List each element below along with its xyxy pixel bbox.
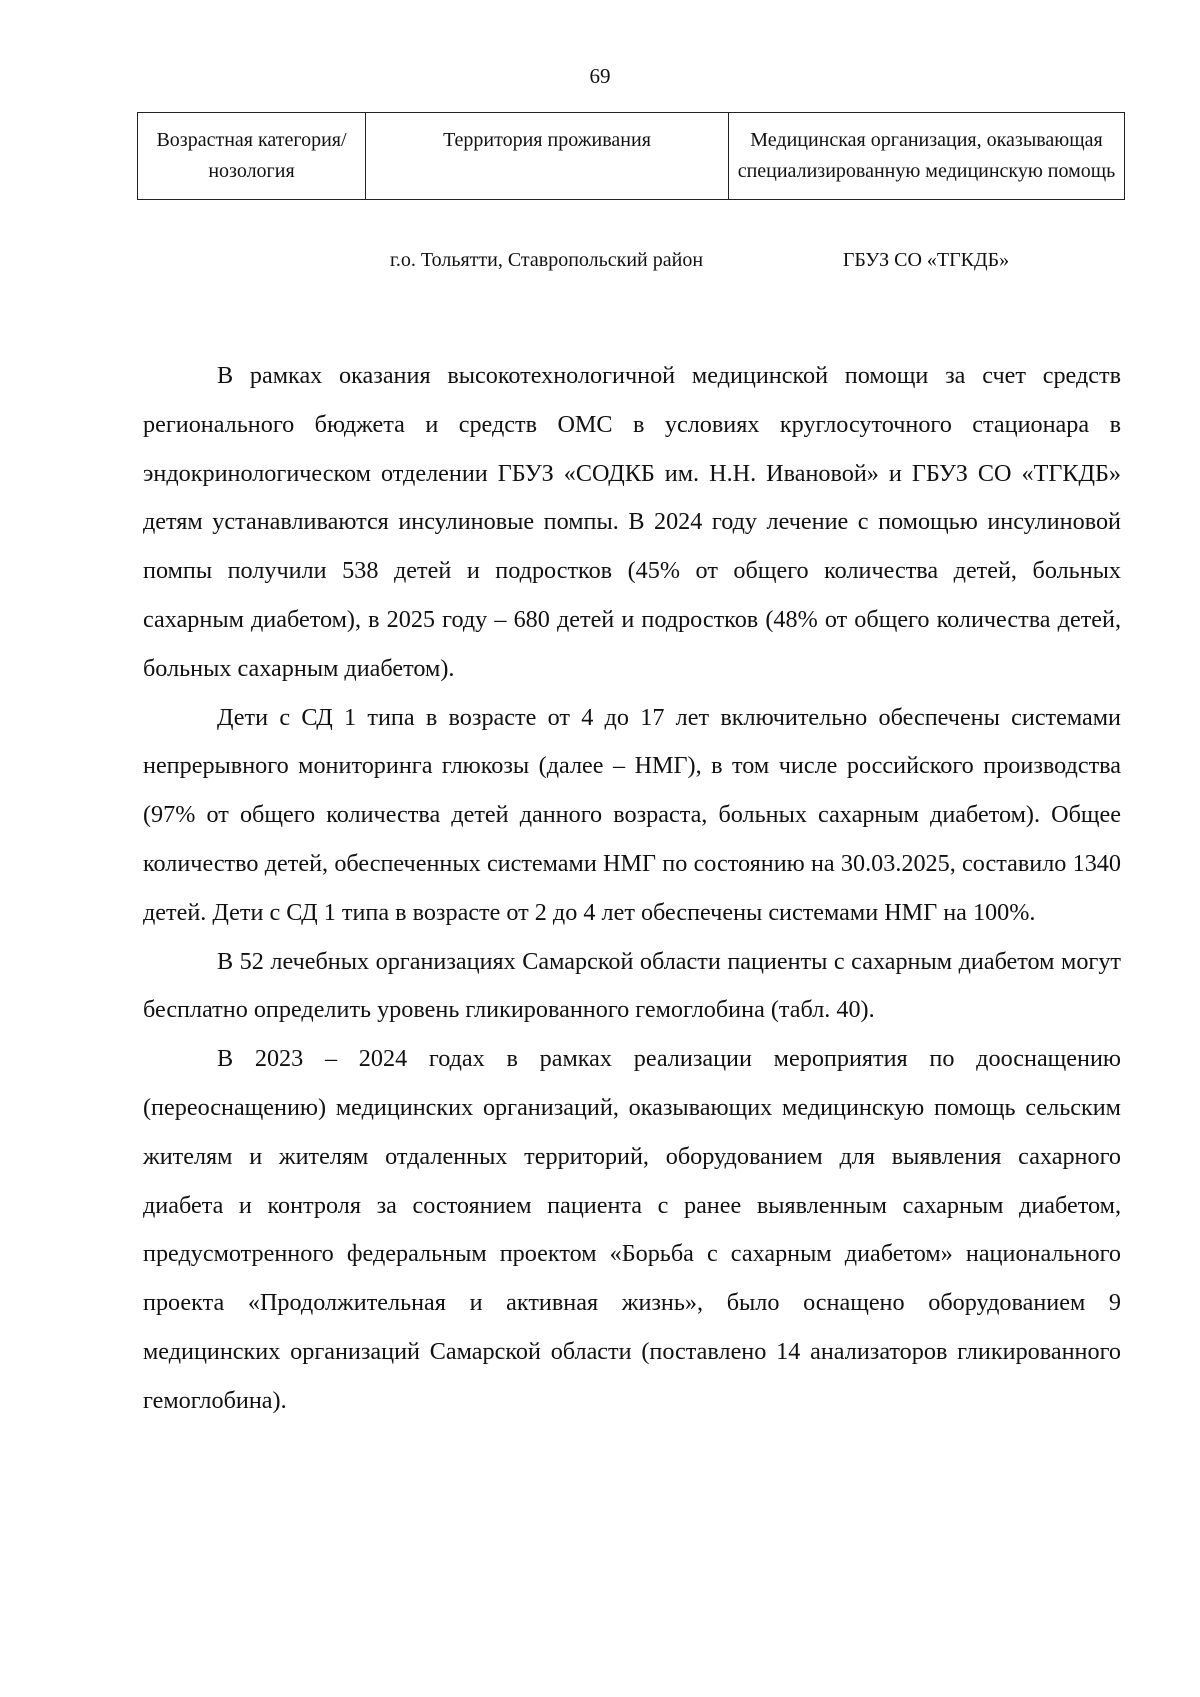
paragraph-equipment: В 2023 – 2024 годах в рамках реализации мероприятия по дооснащению (переоснащению) медицинских организаций, оказывающих медицинскую помощь сельским жителям и жителям отдаленных территорий, оборудованием для выявления сахарного диабета и контроля за состоянием пациента с ранее выявленным сахарным диабетом, предусмотренного федеральным проектом «Борьба с сахарным диабетом» национального проекта «Продолжительная и активная жизнь», было оснащено оборудованием 9 медицинских организаций Самарской области (поставлено 14 анализаторов гликированного гемоглобина).	[143, 1045, 1121, 1414]
column-header-age-category: Возрастная категория/нозология	[138, 113, 366, 200]
table-cell-medical-organization: ГБУЗ СО «ТГКДБ»	[842, 249, 1010, 271]
page-number: 69	[589, 64, 611, 88]
table-header	[137, 112, 1125, 200]
table-header-row	[138, 113, 1125, 200]
paragraph-glucose-monitoring: Дети с СД 1 типа в возрасте от 4 до 17 лет включительно обеспечены системами непрерывного мониторинга глюкозы (далее – НМГ), в том числе российского производства (97% от общего количества детей данного возраста, больных сахарным диабетом). Общее количество детей, обеспеченных системами НМГ по состоянию на 30.03.2025, составило 1340 детей. Дети с СД 1 типа в возрасте от 2 до 4 лет обеспечены системами НМГ на 100%.	[143, 703, 1121, 926]
column-header-territory: Территория проживания	[366, 113, 729, 200]
table-cell-age-category	[137, 245, 365, 276]
body-text	[143, 352, 1121, 1426]
column-header-medical-organization: Медицинская организация, оказывающая специализированную медицинскую помощь	[729, 113, 1125, 200]
table-cell-territory: г.о. Тольятти, Ставропольский район	[389, 249, 704, 271]
paragraph-glycated-hemoglobin: В 52 лечебных организациях Самарской области пациенты с сахарным диабетом могут бесплатно определить уровень гликированного гемоглобина (табл. 40).	[143, 947, 1121, 1024]
table-continuation-row	[137, 245, 1124, 276]
paragraph-insulin-pumps: В рамках оказания высокотехнологичной медицинской помощи за счет средств регионального бюджета и средств ОМС в условиях круглосуточного стационара в эндокринологическом отделении ГБУЗ «СОДКБ им. Н.Н. Ивановой» и ГБУЗ СО «ТГКДБ» детям устанавливаются инсулиновые помпы. В 2024 году лечение с помощью инсулиновой помпы получили 538 детей и подростков (45% от общего количества детей, больных сахарным диабетом), в 2025 году – 680 детей и подростков (48% от общего количества детей, больных сахарным диабетом).	[143, 362, 1121, 682]
